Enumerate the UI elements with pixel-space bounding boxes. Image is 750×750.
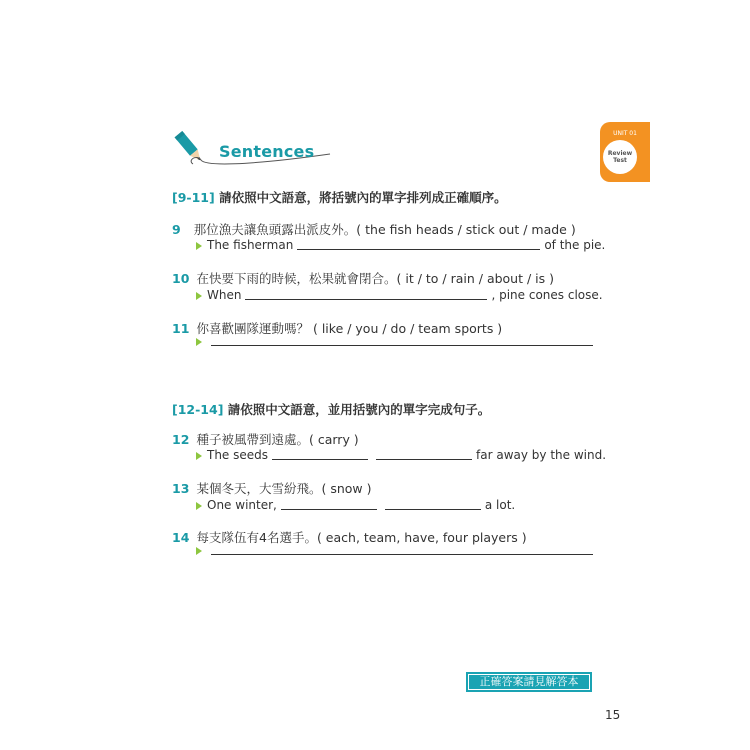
answer-reference-border [468,674,590,690]
answer-line-13 [196,498,515,512]
arrow-icon [196,547,202,555]
answer-reference-box [466,672,592,708]
answer-blank[interactable] [245,298,487,300]
answer-blank[interactable] [297,248,540,250]
question-number: 11 [172,321,190,336]
section-2-heading [172,400,490,418]
badge-line-2: Test [613,157,627,164]
badge-line-1: Review [607,150,633,157]
question-number: 10 [172,271,190,286]
answer-blank-1[interactable] [272,458,368,460]
answer-blank[interactable] [211,553,593,555]
section-1-range: [9-11] [172,190,215,205]
question-text: 你喜歡團隊運動嗎？ ( like / you / do / team sports ) [196,321,503,336]
arrow-icon [196,242,202,250]
unit-label: UNIT 01 [613,130,637,137]
question-text: 那位漁夫讓魚頭露出派皮外。( the fish heads / stick out / made ) [193,222,576,237]
answer-end: , pine cones close. [491,288,603,302]
answer-start: When [207,288,242,302]
answer-line-10 [196,288,603,302]
answer-end: of the pie. [544,238,606,252]
arrow-icon [196,292,202,300]
answer-start: One winter, [207,498,277,512]
answer-line-14 [196,547,597,557]
question-text: 某個冬天，大雪紛飛。( snow ) [196,481,372,496]
answer-blank-2[interactable] [376,458,472,460]
question-text: 在快要下雨的時候，松果就會閉合。( it / to / rain / about / is ) [196,271,555,286]
question-14 [172,527,527,546]
answer-blank-2[interactable] [385,508,481,510]
answer-start: The fisherman [207,238,294,252]
answer-reference-text: 正確答案請見解答本 p.50 [479,675,579,708]
review-test-badge-text [603,150,637,164]
question-text: 每支隊伍有4名選手。( each, team, have, four players ) [196,530,527,545]
answer-line-11 [196,338,597,348]
question-number: 9 [172,222,181,237]
answer-end: a lot. [484,498,516,512]
page-number: 15 [605,708,621,722]
question-text: 種子被風帶到遠處。( carry ) [196,432,359,447]
question-number: 12 [172,432,190,447]
question-10 [172,268,554,287]
question-number: 13 [172,481,190,496]
answer-start: The seeds [207,448,269,462]
answer-end: far away by the wind. [476,448,607,462]
section-2-instruction: 請依照中文語意，並用括號內的單字完成句子。 [227,402,491,417]
answer-line-9 [196,238,605,252]
answer-blank[interactable] [211,344,593,346]
question-13 [172,478,372,497]
section-2-range: [12-14] [172,402,224,417]
answer-line-12 [196,448,606,462]
question-11 [172,318,502,337]
question-12 [172,429,359,448]
question-9 [172,219,576,238]
arrow-icon [196,452,202,460]
question-number: 14 [172,530,190,545]
answer-blank-1[interactable] [281,508,377,510]
arrow-icon [196,338,202,346]
section-1-instruction: 請依照中文語意，將括號內的單字排列成正確順序。 [219,190,507,205]
arrow-icon [196,502,202,510]
section-title: Sentences [219,142,315,161]
section-1-heading [172,188,507,206]
